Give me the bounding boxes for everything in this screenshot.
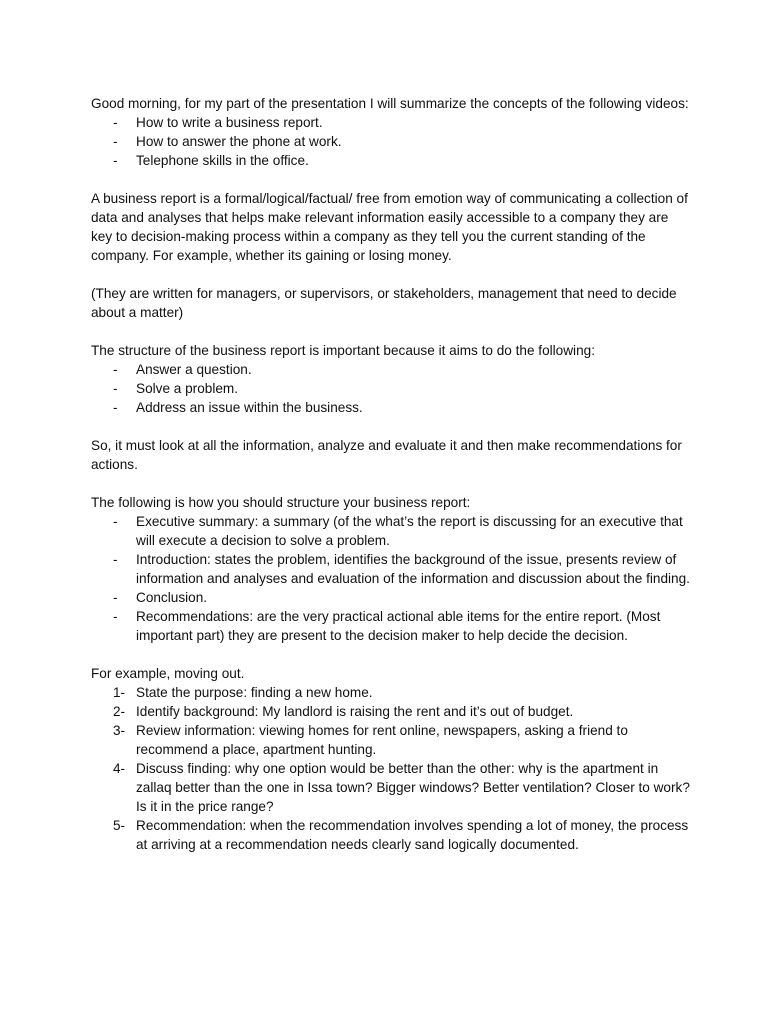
list-item: - Conclusion. [113,590,208,605]
dash-marker: - [113,153,118,168]
structure-steps-text: The following is how you should structure your business report: [91,495,471,510]
list-item: - How to write a business report. [113,115,323,130]
number-marker: 1- [113,685,126,700]
definition-paragraph: A business report is a formal/logical/factual/ free from emotion way of communicating a collection of data and analyses that helps make relevant information easily accessible to a company they are key to decision-making process within a company as they tell you the current standing of the company. For example, whether its gaining or losing money. [91,191,688,263]
list-item: 2- Identify background: My landlord is raising the rent and it’s out of budget. [113,704,574,719]
list-item: - Telephone skills in the office. [113,153,309,168]
dash-marker: - [113,552,118,567]
dash-marker: - [113,362,118,377]
list-item: 1- State the purpose: finding a new home. [113,685,373,700]
list-item: - Introduction: states the problem, identifies the background of the issue, presents review of information and analyses and evaluation of the information and discussion about the finding. [113,552,690,586]
analysis-paragraph: So, it must look at all the information, analyze and evaluate it and then make recommendations for actions. [91,438,682,472]
list-item: 4- Discuss finding: why one option would be better than the other: why is the apartment in zallaq better than the one in Issa town? Bigger windows? Better ventilation? Closer to work? Is it in the price range? [113,761,690,814]
number-marker: 3- [113,723,126,738]
dash-marker: - [113,609,118,624]
dash-marker: - [113,590,118,605]
list-item: - Address an issue within the business. [113,400,363,415]
list-item: 3- Review information: viewing homes for rent online, newspapers, asking a friend to recommend a place, apartment hunting. [113,723,628,757]
number-marker: 5- [113,818,126,833]
structure-aims-text: The structure of the business report is important because it aims to do the following: [91,343,595,358]
list-item: - Answer a question. [113,362,252,377]
structure-steps-list [91,512,691,645]
dash-marker: - [113,115,118,130]
dash-marker: - [113,134,118,149]
dash-marker: - [113,400,118,415]
list-item: - Solve a problem. [113,381,239,396]
example-steps-list [91,683,691,854]
videos-list [91,113,691,170]
dash-marker: - [113,381,118,396]
number-marker: 2- [113,704,126,719]
dash-marker: - [113,514,118,529]
list-item: 5- Recommendation: when the recommendation involves spending a lot of money, the process at arriving at a recommendation needs clearly sand logically documented. [113,818,689,852]
list-item: - How to answer the phone at work. [113,134,342,149]
document-body [91,94,691,873]
list-item: - Executive summary: a summary (of the what’s the report is discussing for an executive that will execute a decision to solve a problem. [113,514,683,548]
example-text: For example, moving out. [91,666,245,681]
aims-list [91,360,691,417]
list-item: - Recommendations: are the very practical actional able items for the entire report. (Most important part) they are present to the decision maker to help decide the decision. [113,609,661,643]
number-marker: 4- [113,761,126,776]
intro-text: Good morning, for my part of the presentation I will summarize the concepts of the following videos: [91,96,689,111]
audience-paragraph: (They are written for managers, or supervisors, or stakeholders, management that need to decide about a matter) [91,286,677,320]
